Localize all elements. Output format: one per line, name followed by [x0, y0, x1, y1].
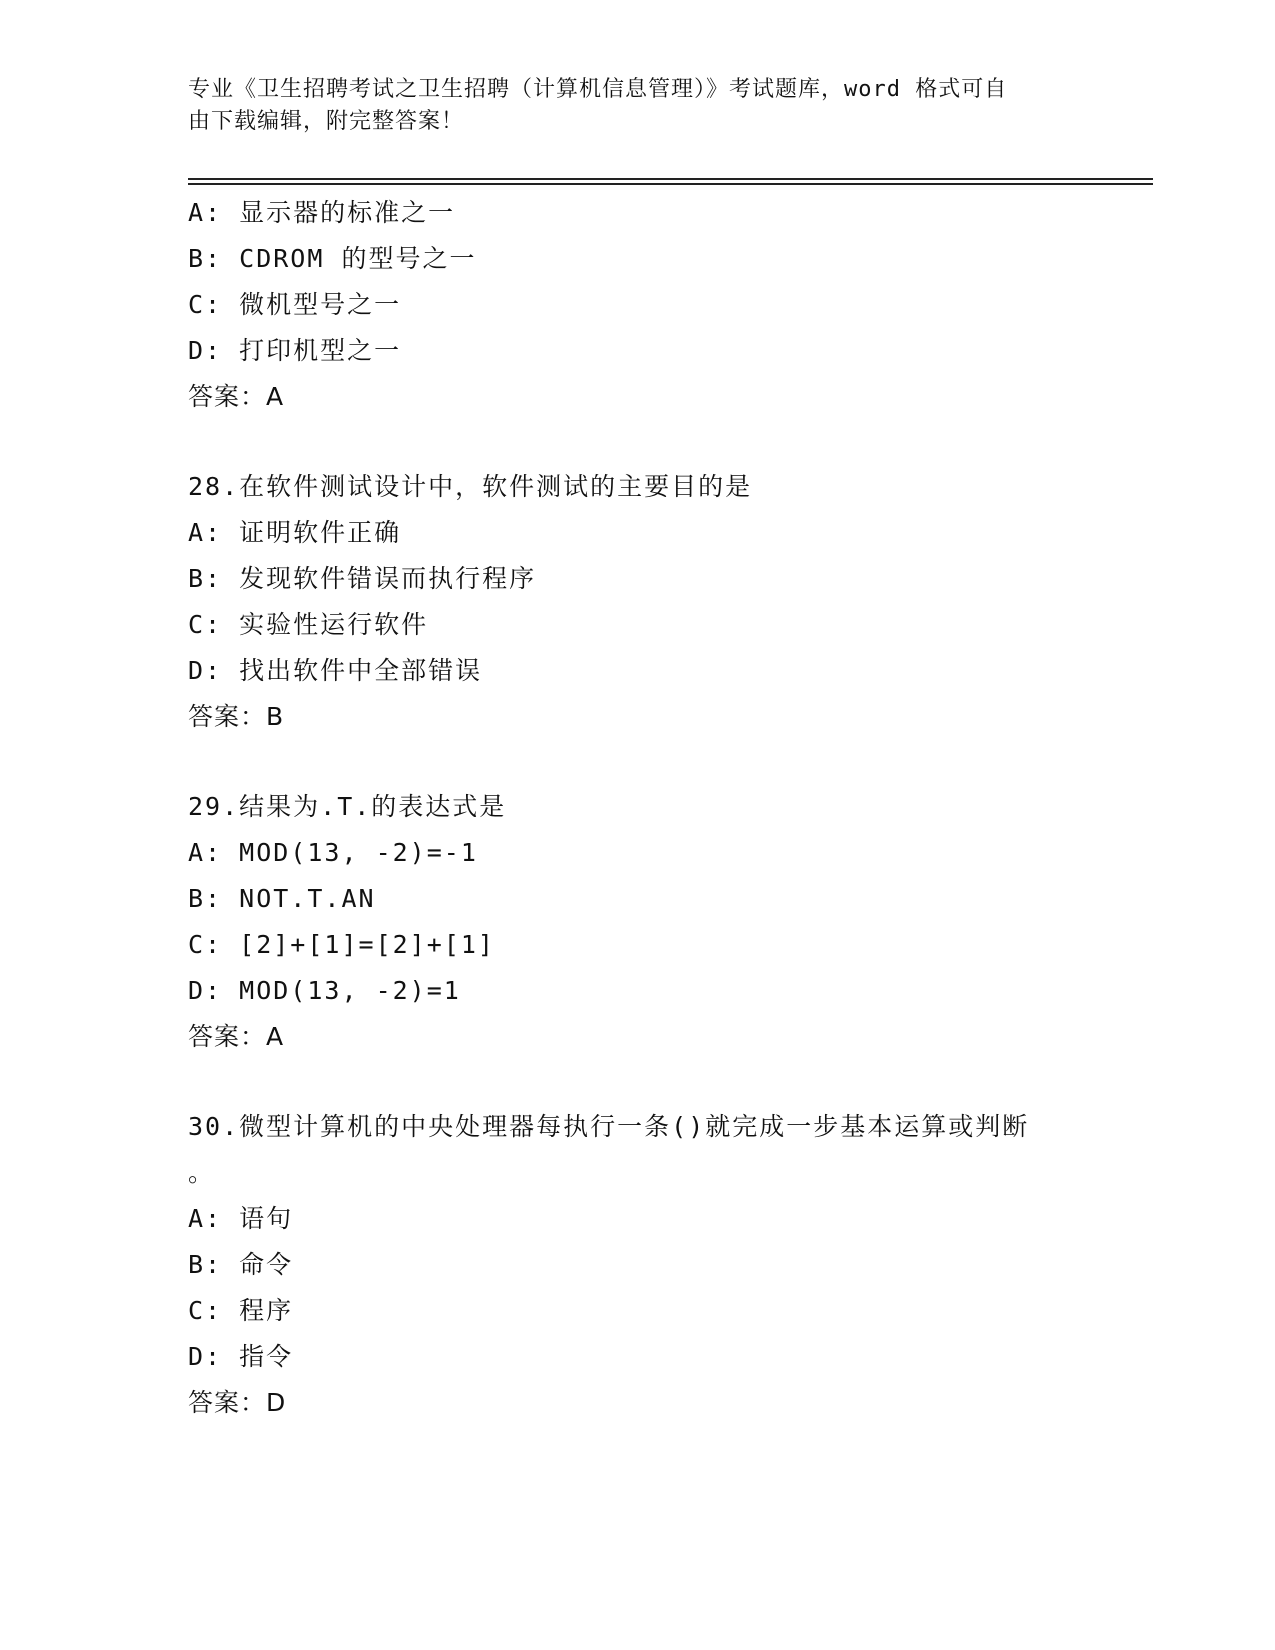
spacer [188, 420, 1148, 464]
option-d: D: 指令 [188, 1342, 294, 1371]
option-d: D: 找出软件中全部错误 [188, 656, 483, 685]
spacer [188, 1060, 1148, 1104]
option-c: C: 实验性运行软件 [188, 610, 429, 639]
spacer [188, 740, 1148, 784]
header-line-1: 专业《卫生招聘考试之卫生招聘（计算机信息管理）》考试题库，word 格式可自 [188, 77, 1008, 102]
option-d: D: 打印机型之一 [188, 336, 402, 365]
question-29 [188, 784, 1148, 1060]
question-30 [188, 1104, 1148, 1426]
question-title: 28.在软件测试设计中，软件测试的主要目的是 [188, 472, 753, 501]
question-title-continuation: 。 [188, 1158, 216, 1187]
option-b: B: 发现软件错误而执行程序 [188, 564, 537, 593]
question-27 [188, 190, 1148, 420]
answer: 答案：A [188, 1022, 285, 1051]
header-divider-top [188, 178, 1153, 180]
answer: 答案：D [188, 1388, 287, 1417]
option-a: A: MOD(13, -2)=-1 [188, 838, 478, 867]
header-line-2: 由下载编辑，附完整答案！ [188, 109, 465, 134]
option-d: D: MOD(13, -2)=1 [188, 976, 461, 1005]
question-title: 30.微型计算机的中央处理器每执行一条()就完成一步基本运算或判断 [188, 1112, 1030, 1141]
question-title: 29.结果为.T.的表达式是 [188, 792, 507, 821]
option-b: B: NOT.T.AN [188, 884, 376, 913]
option-c: C: 程序 [188, 1296, 294, 1325]
header-divider-bottom [188, 183, 1153, 185]
option-b: B: CDROM 的型号之一 [188, 244, 477, 273]
answer: 答案：B [188, 702, 285, 731]
document-header [188, 74, 1068, 138]
question-content [188, 190, 1148, 1426]
option-b: B: 命令 [188, 1250, 294, 1279]
question-28 [188, 464, 1148, 740]
option-a: A: 证明软件正确 [188, 518, 402, 547]
option-c: C: [2]+[1]=[2]+[1] [188, 930, 495, 959]
answer: 答案：A [188, 382, 285, 411]
option-a: A: 语句 [188, 1204, 294, 1233]
option-c: C: 微机型号之一 [188, 290, 402, 319]
option-a: A: 显示器的标准之一 [188, 198, 456, 227]
